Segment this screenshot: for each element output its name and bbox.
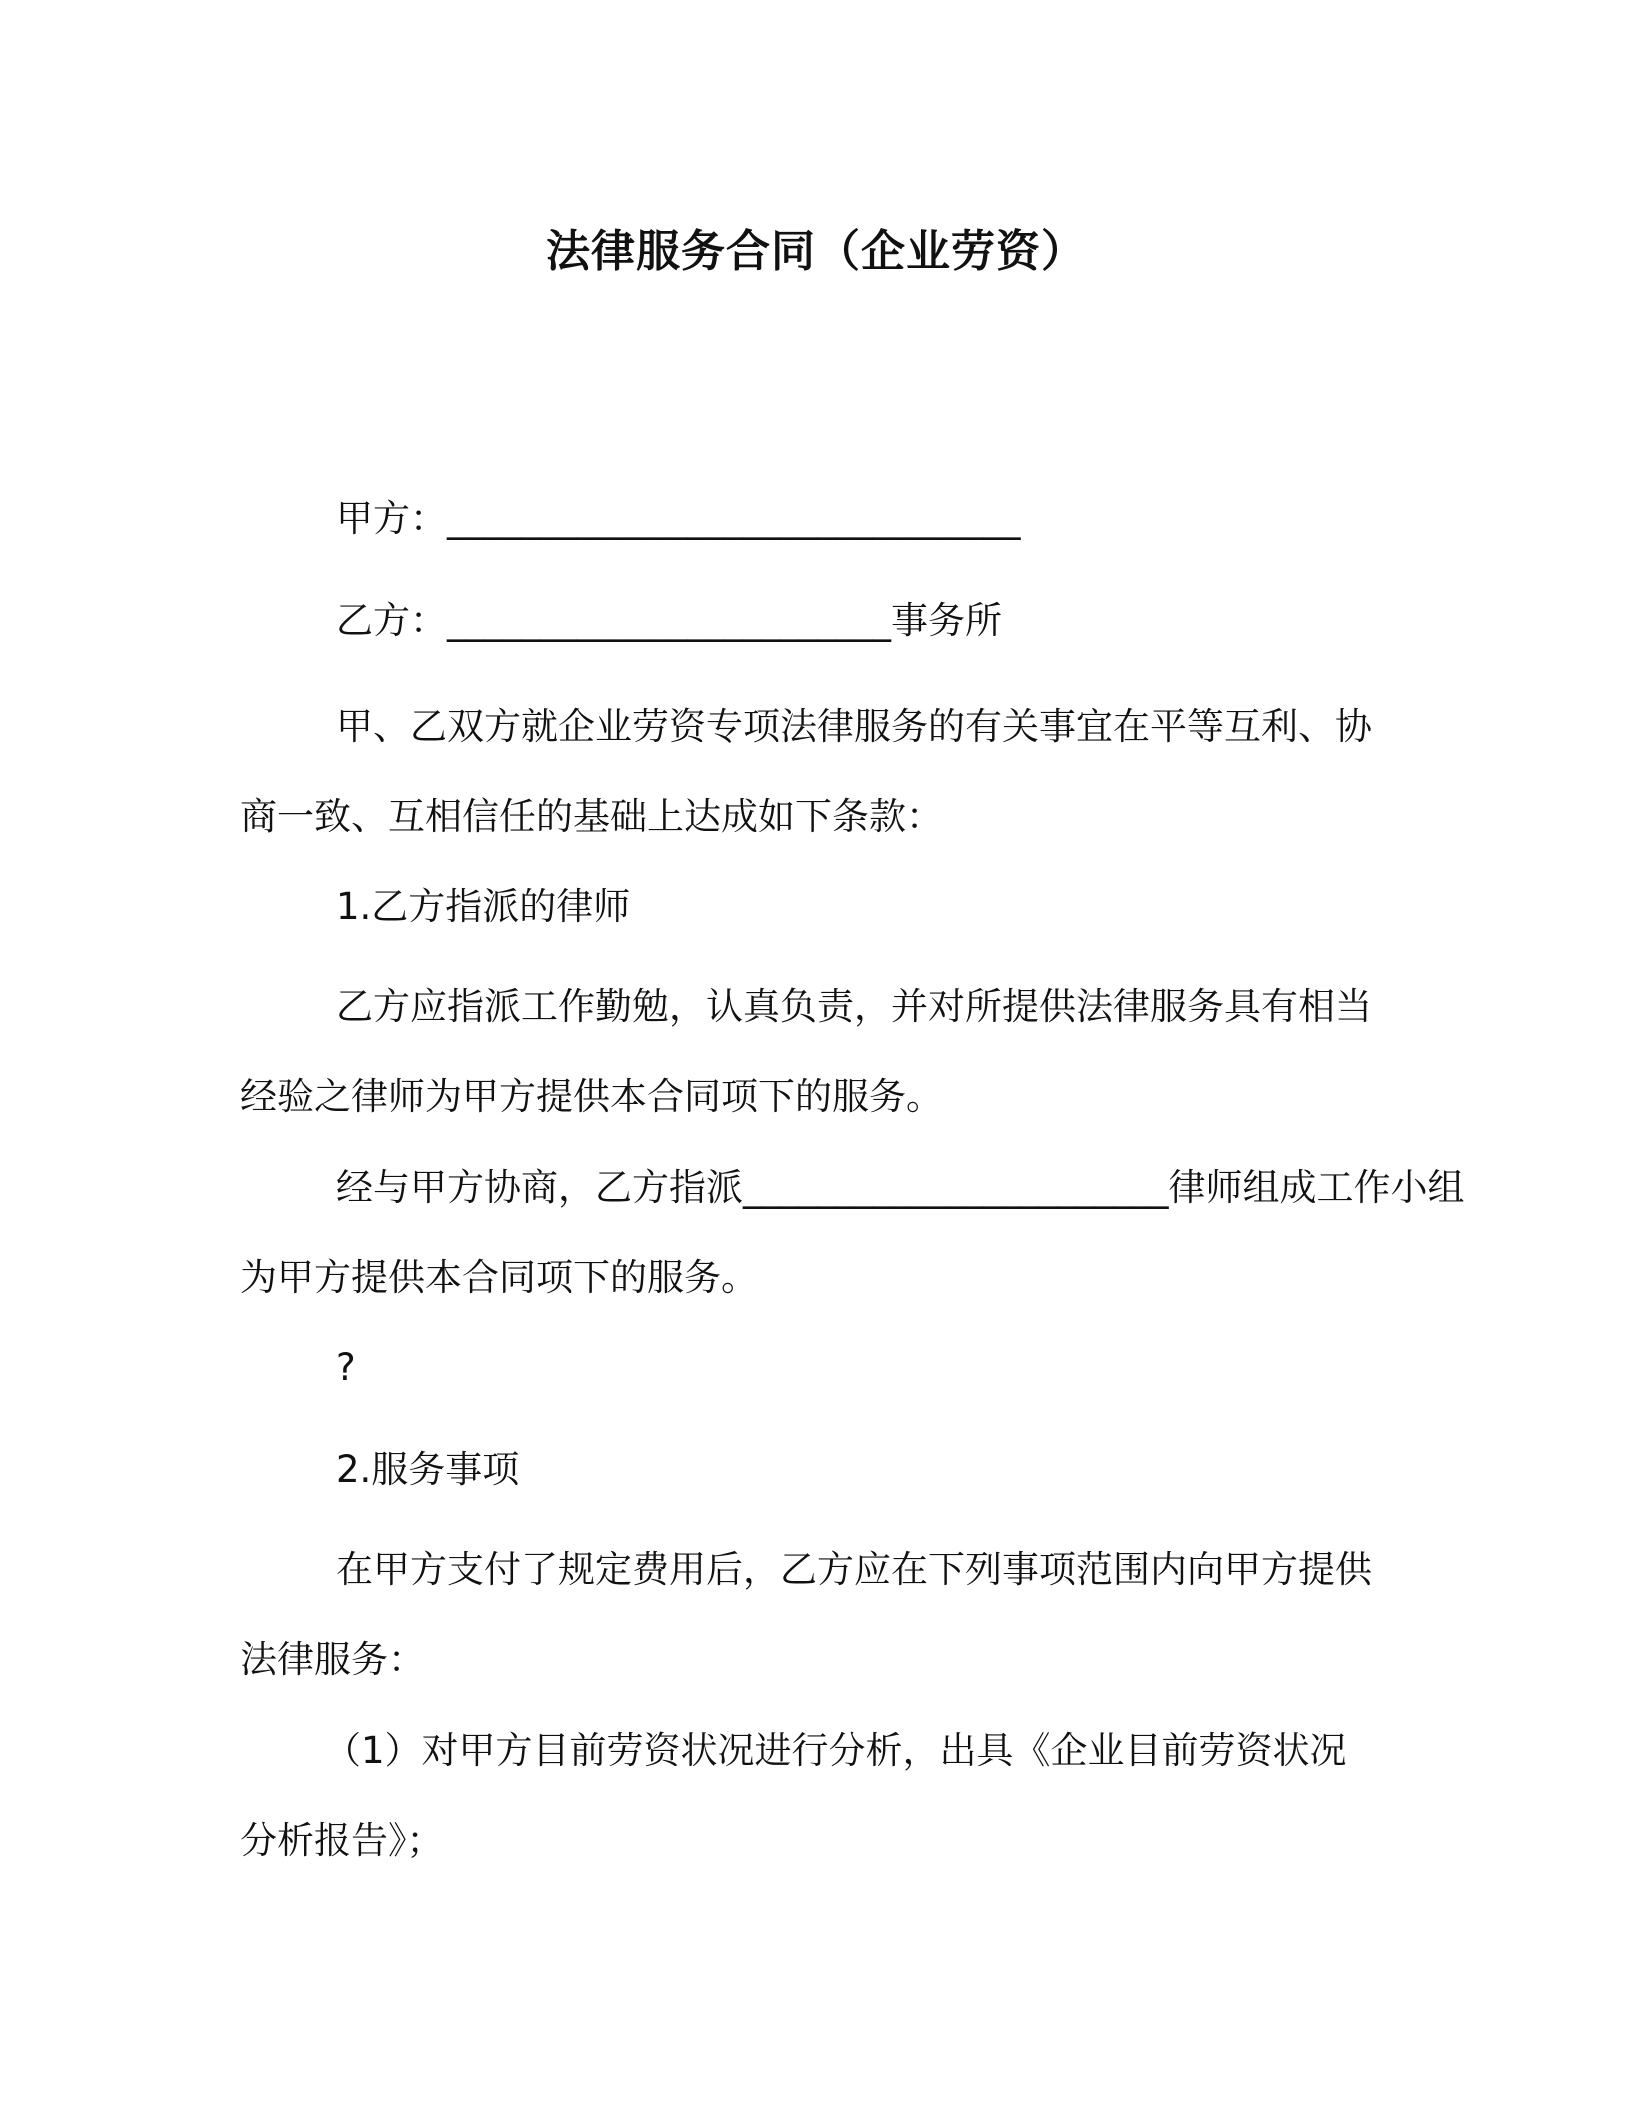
section-2-heading: 2.服务事项	[336, 1448, 520, 1491]
service-item-1	[240, 1706, 1370, 1886]
section-1-p1-line-2: 经验之律师为甲方提供本合同项下的服务。	[240, 1075, 943, 1118]
section-1-p2-line-2: 为甲方提供本合同项下的服务。	[240, 1256, 758, 1299]
section-1-p2-line-1: 经与甲方协商，乙方指派_______________________律师组成工作小组	[336, 1166, 1465, 1209]
party-a-line: 甲方：_______________________________	[336, 497, 1021, 540]
section-1-p1-line-1: 乙方应指派工作勤勉，认真负责，并对所提供法律服务具有相当	[336, 985, 1372, 1028]
document-title: 法律服务合同（企业劳资）	[546, 226, 1086, 277]
section-2-paragraph-1	[240, 1525, 1370, 1705]
item-1-line-1: （1）对甲方目前劳资状况进行分析，出具《企业目前劳资状况	[324, 1729, 1347, 1772]
intro-line-2: 商一致、互相信任的基础上达成如下条款：	[240, 795, 943, 838]
section-1-paragraph-1	[240, 962, 1370, 1142]
section-2-p1-line-2: 法律服务：	[240, 1638, 425, 1681]
item-1-line-2: 分析报告》；	[240, 1819, 444, 1862]
intro-line-1: 甲、乙双方就企业劳资专项法律服务的有关事宜在平等互利、协	[336, 705, 1372, 748]
intro-paragraph	[240, 682, 1370, 862]
section-1-paragraph-2	[240, 1143, 1465, 1323]
stray-question-mark: ?	[336, 1346, 356, 1389]
party-b-line: 乙方：________________________事务所	[336, 599, 1002, 642]
section-2-p1-line-1: 在甲方支付了规定费用后，乙方应在下列事项范围内向甲方提供	[336, 1548, 1372, 1591]
section-1-heading: 1.乙方指派的律师	[336, 885, 631, 928]
